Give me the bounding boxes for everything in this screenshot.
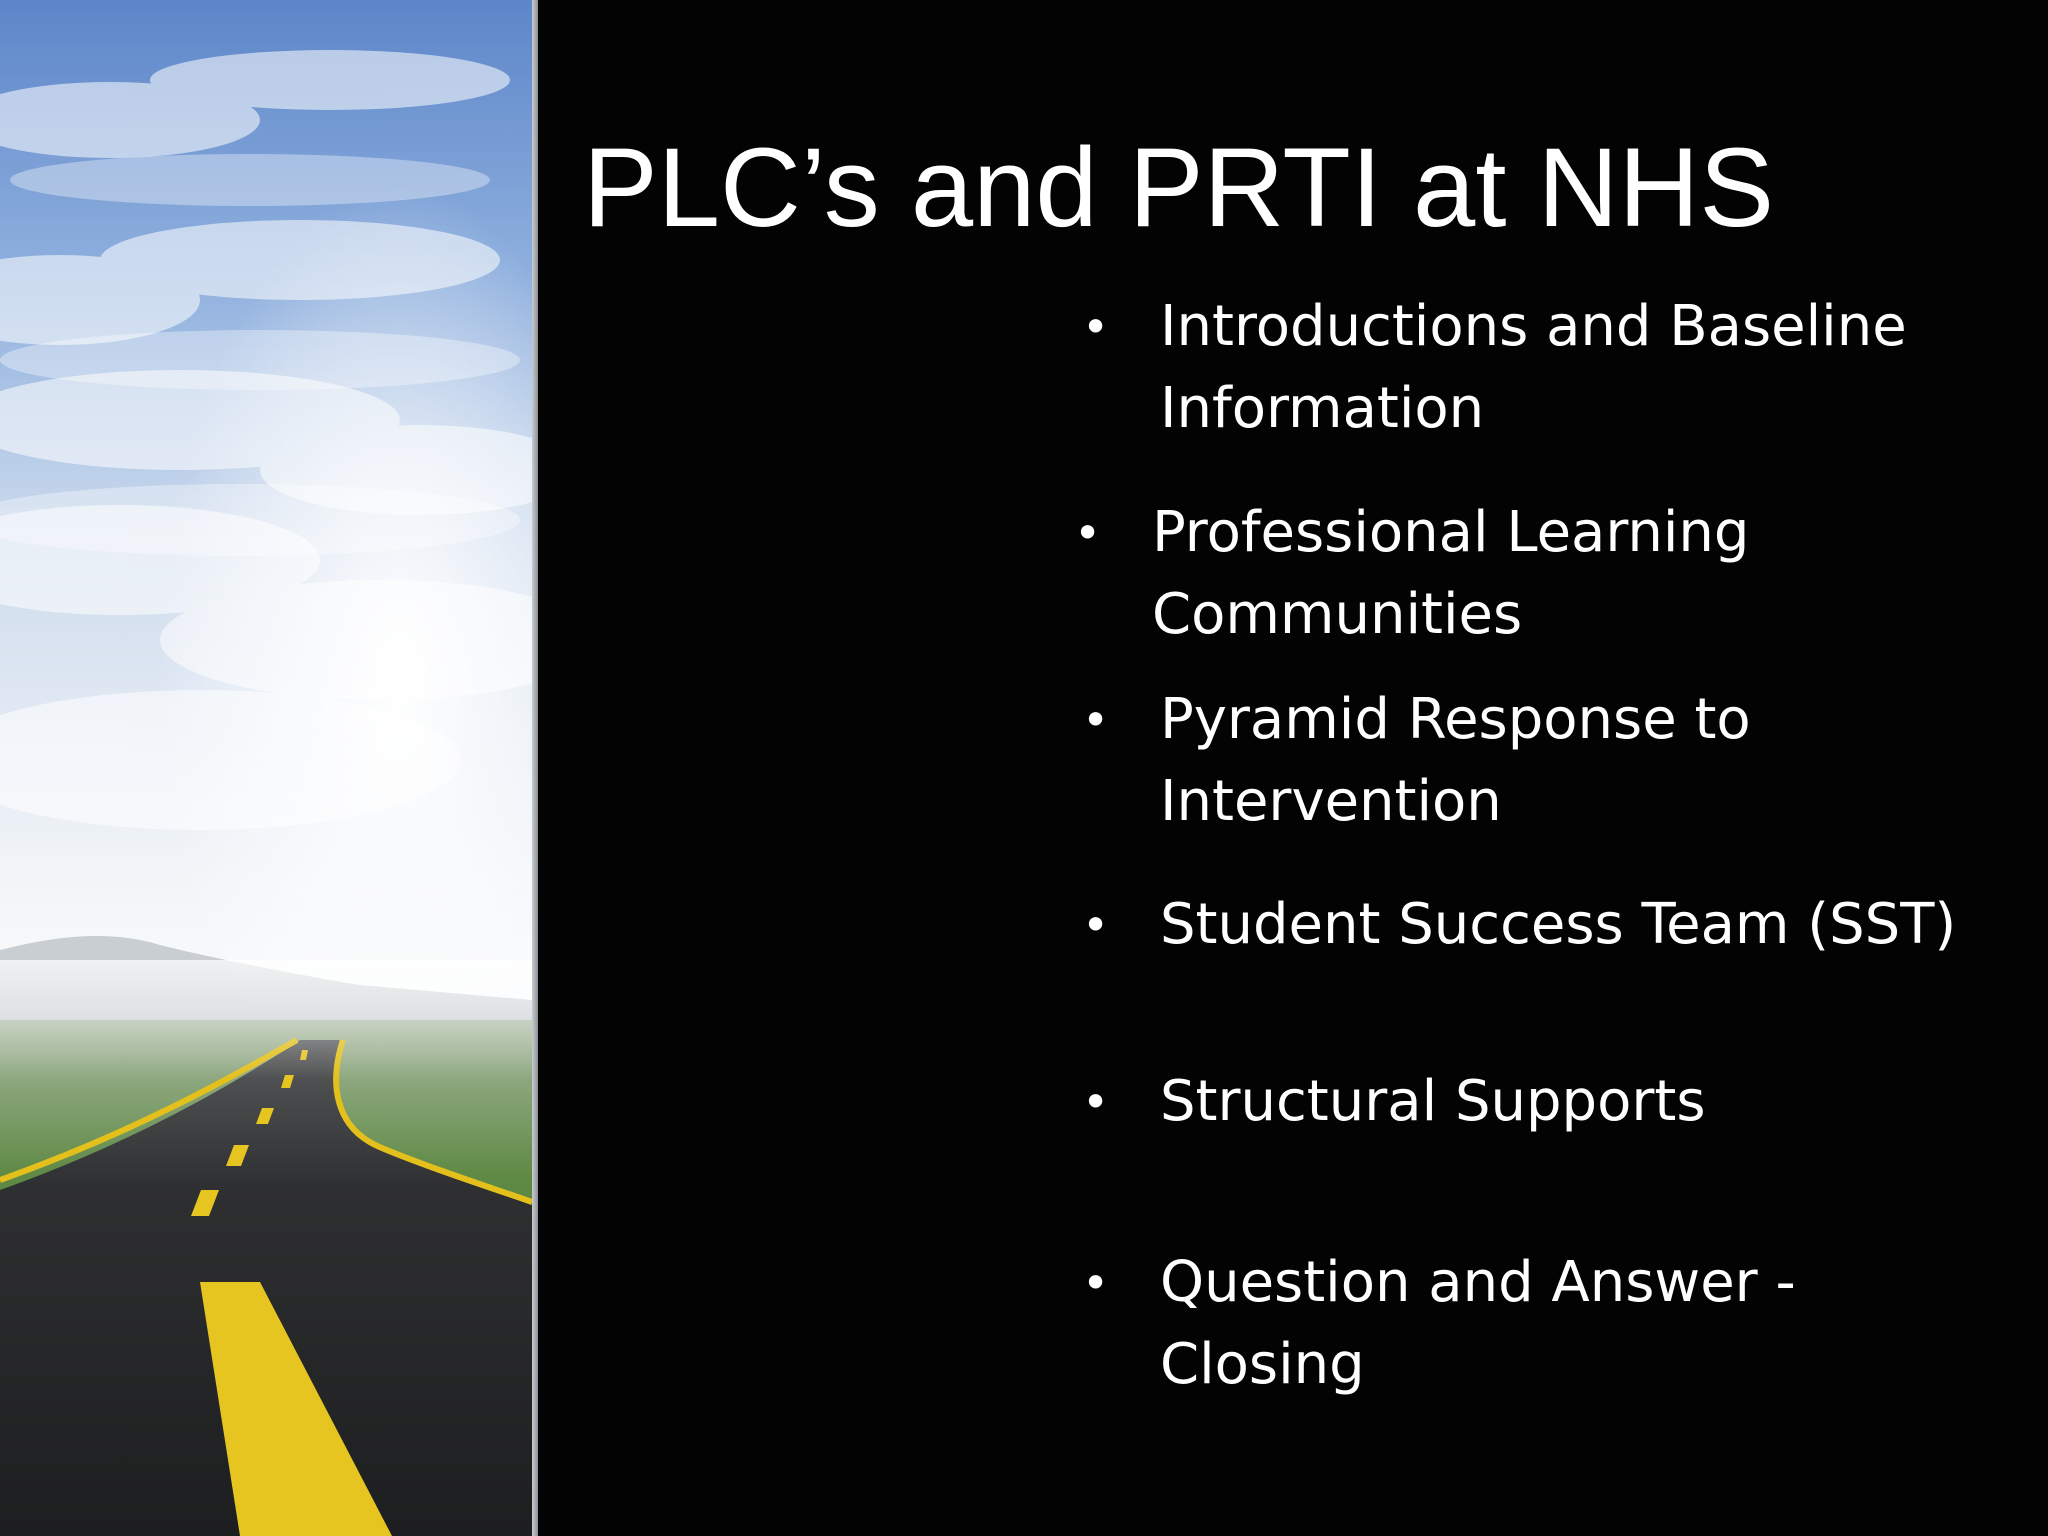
agenda-item bbox=[1074, 492, 2032, 656]
image-divider bbox=[532, 0, 538, 1536]
agenda-item-text: Question and Answer - Closing bbox=[1160, 1250, 1796, 1397]
agenda-item-text: Introductions and Baseline Information bbox=[1160, 294, 1907, 441]
agenda-item bbox=[1082, 884, 2040, 966]
bullet-icon: • bbox=[1082, 693, 1110, 747]
agenda-item-text: Structural Supports bbox=[1160, 1069, 1706, 1134]
agenda-item bbox=[1082, 1061, 2040, 1143]
bullet-icon: • bbox=[1082, 300, 1110, 354]
agenda-item bbox=[1082, 286, 2040, 450]
bullet-icon: • bbox=[1074, 506, 1102, 560]
agenda-item-text: Pyramid Response to Intervention bbox=[1160, 687, 1751, 834]
agenda-item-text: Professional Learning Communities bbox=[1152, 500, 1750, 647]
agenda-item bbox=[1082, 679, 2040, 843]
slide-title: PLC’s and PRTI at NHS bbox=[583, 125, 1775, 250]
road-horizon-image bbox=[0, 0, 532, 1536]
agenda-item-text: Student Success Team (SST) bbox=[1160, 892, 1957, 957]
bullet-icon: • bbox=[1082, 1256, 1110, 1310]
agenda-item bbox=[1082, 1242, 2040, 1406]
bullet-icon: • bbox=[1082, 898, 1110, 952]
bullet-icon: • bbox=[1082, 1075, 1110, 1129]
